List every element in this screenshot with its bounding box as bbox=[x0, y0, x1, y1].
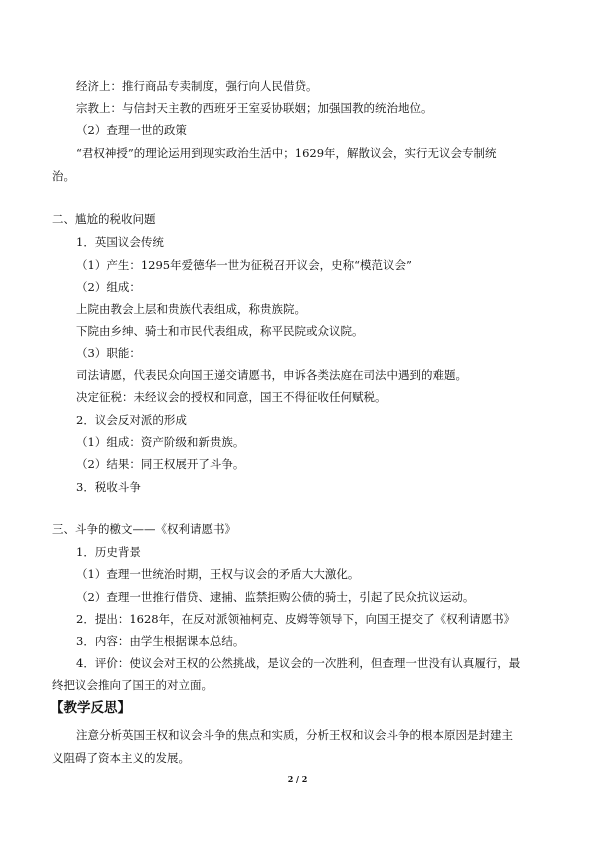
section-heading: 三、斗争的檄文——《权利请愿书》 bbox=[52, 522, 236, 536]
text-line: 终把议会推向了国王的对立面。 bbox=[52, 678, 213, 692]
text-line: 上院由教会上层和贵族代表组成，称贵族院。 bbox=[76, 302, 306, 316]
text-line: 决定征税：未经议会的授权和同意，国王不得征收任何赋税。 bbox=[76, 390, 387, 404]
text-line: 宗教上：与信封天主教的西班牙王室妥协联姻；加强国教的统治地位。 bbox=[76, 101, 433, 115]
text-line: “君权神授”的理论运用到现实政治生活中；1629年，解散议会，实行无议会专制统 bbox=[76, 146, 497, 160]
text-line: （2）组成： bbox=[76, 280, 141, 294]
reflection-text: 义阻碍了资本主义的发展。 bbox=[52, 751, 190, 765]
text-line: 司法请愿，代表民众向国王递交请愿书，申诉各类法庭在司法中遇到的难题。 bbox=[76, 368, 467, 382]
text-line: 2．提出：1628年，在反对派领袖柯克、皮姆等领导下，向国王提交了《权利请愿书》 bbox=[76, 612, 516, 626]
reflection-heading: 【教学反思】 bbox=[50, 700, 131, 716]
subsection-heading: 3．税收斗争 bbox=[76, 480, 141, 494]
text-line: （2）查理一世的政策 bbox=[76, 123, 187, 137]
text-line: 经济上：推行商品专卖制度，强行向人民借贷。 bbox=[76, 79, 318, 93]
text-line: （2）结果：同王权展开了斗争。 bbox=[76, 457, 245, 471]
text-line: 下院由乡绅、骑士和市民代表组成，称平民院或众议院。 bbox=[76, 324, 364, 338]
text-line: （1）查理一世统治时期，王权与议会的矛盾大大激化。 bbox=[76, 567, 360, 581]
text-line: （1）产生：1295年爱德华一世为征税召开议会，史称“模范议会” bbox=[76, 258, 412, 272]
text-line: （2）查理一世推行借贷、逮捕、监禁拒购公债的骑士，引起了民众抗议运动。 bbox=[76, 590, 475, 604]
section-heading: 二、尴尬的税收问题 bbox=[52, 212, 156, 226]
reflection-text: 注意分析英国王权和议会斗争的焦点和实质，分析王权和议会斗争的根本原因是封建主 bbox=[76, 728, 513, 742]
text-line: 4．评价：使议会对王权的公然挑战，是议会的一次胜利，但查理一世没有认真履行，最 bbox=[76, 656, 521, 670]
subsection-heading: 2．议会反对派的形成 bbox=[76, 413, 187, 427]
text-line: 治。 bbox=[52, 169, 75, 183]
text-line: （3）职能： bbox=[76, 346, 141, 360]
page-number: 2 / 2 bbox=[287, 774, 308, 784]
subsection-heading: 1．历史背景 bbox=[76, 545, 141, 559]
text-line: 3．内容：由学生根据课本总结。 bbox=[76, 634, 245, 648]
subsection-heading: 1．英国议会传统 bbox=[76, 235, 164, 249]
text-line: （1）组成：资产阶级和新贵族。 bbox=[76, 435, 245, 449]
